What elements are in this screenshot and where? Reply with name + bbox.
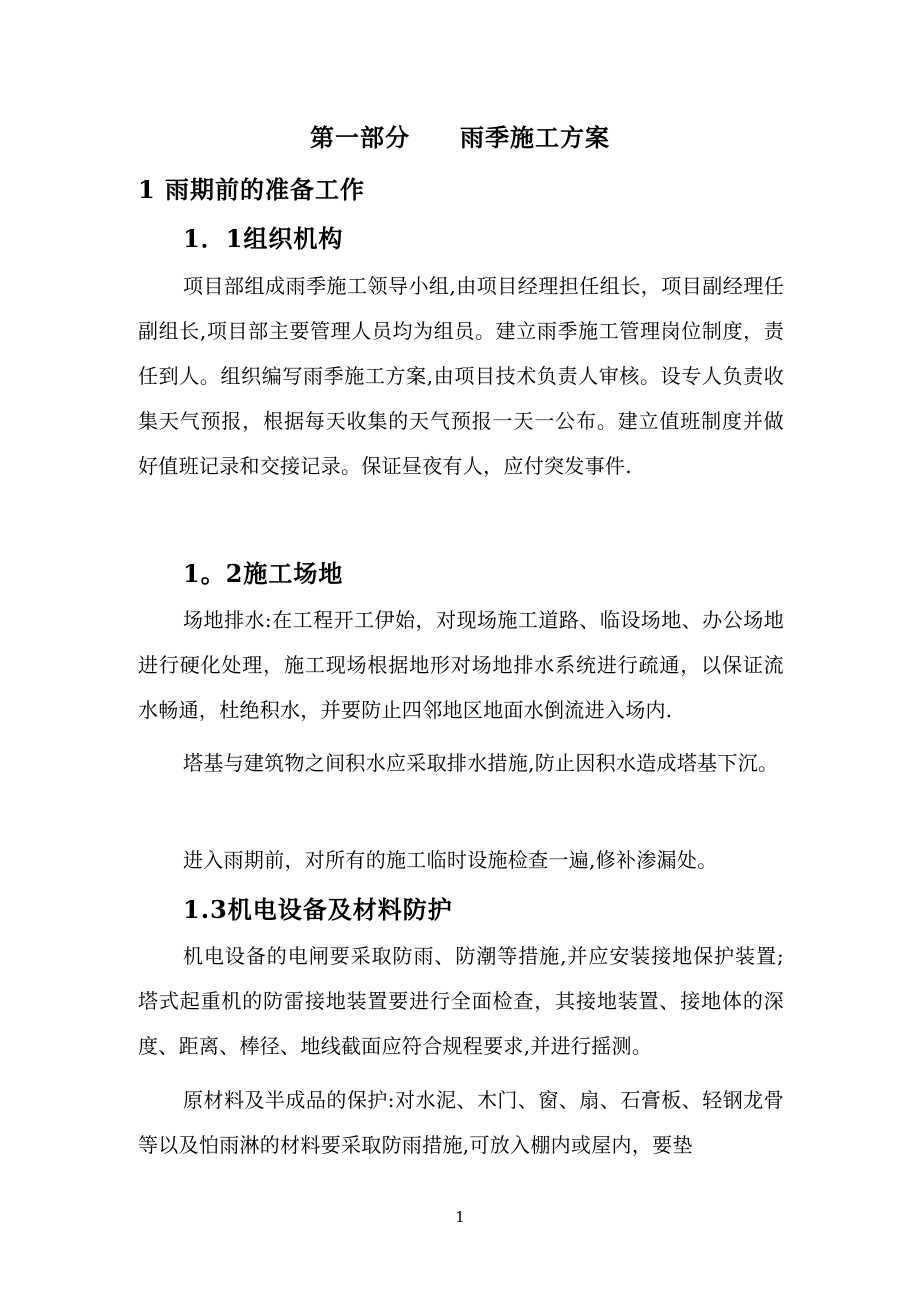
paragraph-equipment: 机电设备的电闸要采取防雨、防潮等措施,并应安装接地保护装置;塔式起重机的防雷接地装置要进行全面检查，其接地装置、接地体的深度、距离、棒径、地线截面应符合规程要求,并进行摇测。 (138, 944, 784, 1058)
subsection-heading-1-1: 1．1组织机构 (183, 224, 344, 253)
paragraph-organization: 项目部组成雨季施工领导小组,由项目经理担任组长，项目副经理任副组长,项目部主要管理人员均为组员。建立雨季施工管理岗位制度，责任到人。组织编写雨季施工方案,由项目技术负责人审核。设专人负责收集天气预报，根据每天收集的天气预报一天一公布。建立值班制度并做好值班记录和交接记录。保证昼夜有人，应付突发事件. (138, 274, 784, 478)
page-number: 1 (455, 1208, 465, 1226)
section-heading-1: 1 雨期前的准备工作 (138, 175, 366, 204)
paragraph-tower-base: 塔基与建筑物之间积水应采取排水措施,防止因积水造成塔基下沉。 (183, 751, 779, 775)
subsection-heading-1-2: 1。2施工场地 (183, 559, 344, 588)
subsection-heading-1-3: 1.3机电设备及材料防护 (183, 895, 453, 924)
paragraph-inspection: 进入雨期前，对所有的施工临时设施检查一遍,修补渗漏处。 (183, 848, 718, 872)
paragraph-site-drainage: 场地排水:在工程开工伊始，对现场施工道路、临设场地、办公场地进行硬化处理，施工现场根据地形对场地排水系统进行疏通，以保证流水畅通，杜绝积水，并要防止四邻地区地面水倒流进入场内. (138, 608, 784, 722)
document-title: 第一部分 雨季施工方案 (310, 123, 610, 152)
paragraph-materials: 原材料及半成品的保护:对水泥、木门、窗、扇、石膏板、轻钢龙骨等以及怕雨淋的材料要采取防雨措施,可放入棚内或屋内，要垫 (138, 1088, 784, 1157)
